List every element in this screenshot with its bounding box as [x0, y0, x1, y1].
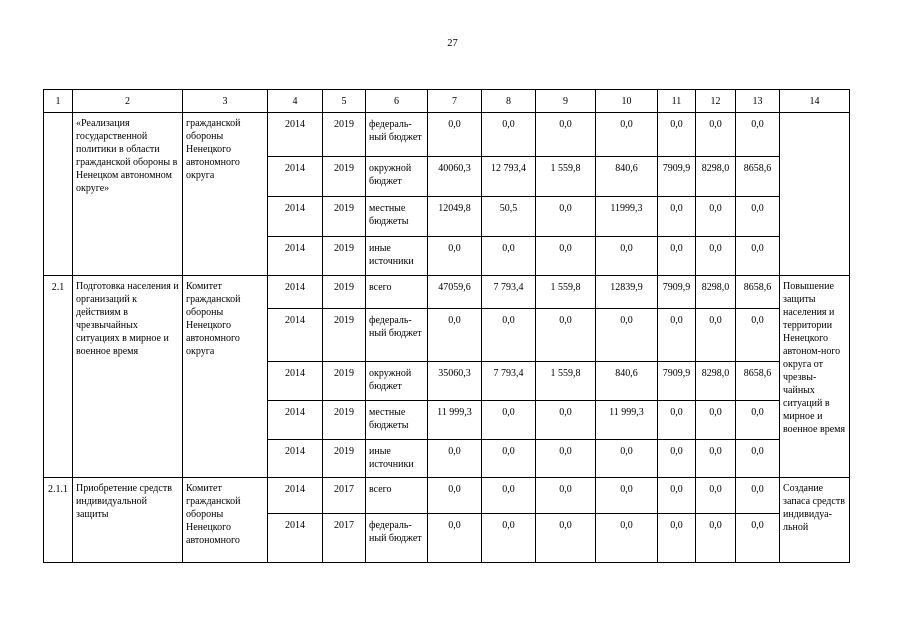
- start-year: 2014: [268, 113, 323, 157]
- amount-total: 11 999,3: [428, 401, 482, 440]
- amount-2017: 0,0: [658, 401, 696, 440]
- end-year: 2019: [323, 401, 366, 440]
- amount-2016: 840,6: [596, 157, 658, 197]
- amount-total: 40060,3: [428, 157, 482, 197]
- page-number: 27: [447, 38, 458, 49]
- end-year: 2019: [323, 362, 366, 401]
- amount-2018: 8298,0: [696, 276, 736, 309]
- column-number-cell: 13: [736, 90, 780, 113]
- start-year: 2014: [268, 197, 323, 237]
- funding-source: федераль-ный бюджет: [366, 309, 428, 362]
- amount-2017: 0,0: [658, 197, 696, 237]
- item-name: Приобретение средств индивидуальной защиты: [73, 478, 183, 563]
- start-year: 2014: [268, 276, 323, 309]
- start-year: 2014: [268, 309, 323, 362]
- amount-2015: 0,0: [536, 237, 596, 276]
- column-number-cell: 11: [658, 90, 696, 113]
- amount-2016: 0,0: [596, 309, 658, 362]
- funding-source: окружной бюджет: [366, 157, 428, 197]
- start-year: 2014: [268, 478, 323, 514]
- item-executor: Комитет гражданской обороны Ненецкого автономного: [183, 478, 268, 563]
- item-executor: гражданской обороны Ненецкого автономного округа: [183, 113, 268, 276]
- amount-2017: 7909,9: [658, 362, 696, 401]
- amount-2018: 0,0: [696, 197, 736, 237]
- amount-2014: 0,0: [482, 440, 536, 478]
- amount-2018: 0,0: [696, 309, 736, 362]
- amount-2018: 8298,0: [696, 157, 736, 197]
- amount-2018: 0,0: [696, 440, 736, 478]
- amount-2015: 0,0: [536, 514, 596, 563]
- start-year: 2014: [268, 362, 323, 401]
- expected-result: Повышение защиты населения и территории Ненецкого автоном-ного округа от чрезвы-чайных ситуаций в мирное и военное время: [780, 276, 850, 478]
- column-number-row: [44, 90, 850, 113]
- funding-source: окружной бюджет: [366, 362, 428, 401]
- item-executor: Комитет гражданской обороны Ненецкого автономного округа: [183, 276, 268, 478]
- amount-2017: 7909,9: [658, 157, 696, 197]
- amount-2016: 0,0: [596, 440, 658, 478]
- amount-2018: 0,0: [696, 478, 736, 514]
- column-number-cell: 6: [366, 90, 428, 113]
- expected-result: Создание запаса средств индивидуа-льной: [780, 478, 850, 563]
- column-number-cell: 10: [596, 90, 658, 113]
- amount-2015: 0,0: [536, 197, 596, 237]
- amount-2016: 0,0: [596, 478, 658, 514]
- amount-2018: 0,0: [696, 401, 736, 440]
- amount-2016: 0,0: [596, 514, 658, 563]
- amount-2014: 0,0: [482, 309, 536, 362]
- column-number-cell: 1: [44, 90, 73, 113]
- amount-2015: 1 559,8: [536, 157, 596, 197]
- item-name: «Реализация государственной политики в области гражданской обороны в Ненецком автономном округе»: [73, 113, 183, 276]
- amount-2016: 840,6: [596, 362, 658, 401]
- start-year: 2014: [268, 514, 323, 563]
- amount-2018: 0,0: [696, 514, 736, 563]
- amount-2019: 0,0: [736, 440, 780, 478]
- start-year: 2014: [268, 157, 323, 197]
- amount-2014: 12 793,4: [482, 157, 536, 197]
- amount-2015: 0,0: [536, 478, 596, 514]
- end-year: 2017: [323, 514, 366, 563]
- end-year: 2017: [323, 478, 366, 514]
- start-year: 2014: [268, 401, 323, 440]
- amount-2017: 0,0: [658, 514, 696, 563]
- amount-2019: 8658,6: [736, 276, 780, 309]
- funding-source: федераль-ный бюджет: [366, 113, 428, 157]
- end-year: 2019: [323, 113, 366, 157]
- column-number-cell: 5: [323, 90, 366, 113]
- budget-table: [43, 89, 850, 563]
- table-row: [44, 113, 850, 157]
- item-code: 2.1: [44, 276, 73, 478]
- amount-2019: 0,0: [736, 514, 780, 563]
- amount-2019: 8658,6: [736, 157, 780, 197]
- amount-2019: 0,0: [736, 478, 780, 514]
- column-number-cell: 12: [696, 90, 736, 113]
- amount-2015: 0,0: [536, 440, 596, 478]
- amount-total: 0,0: [428, 113, 482, 157]
- table-row: [44, 478, 850, 514]
- amount-2016: 0,0: [596, 237, 658, 276]
- funding-source: всего: [366, 478, 428, 514]
- amount-2017: 0,0: [658, 113, 696, 157]
- amount-2019: 0,0: [736, 197, 780, 237]
- start-year: 2014: [268, 237, 323, 276]
- table-row: [44, 276, 850, 309]
- amount-2016: 0,0: [596, 113, 658, 157]
- amount-total: 0,0: [428, 440, 482, 478]
- column-number-cell: 4: [268, 90, 323, 113]
- column-number-cell: 14: [780, 90, 850, 113]
- amount-2019: 0,0: [736, 309, 780, 362]
- end-year: 2019: [323, 276, 366, 309]
- item-code: 2.1.1: [44, 478, 73, 563]
- amount-2017: 0,0: [658, 440, 696, 478]
- amount-2019: 0,0: [736, 401, 780, 440]
- funding-source: местные бюджеты: [366, 197, 428, 237]
- amount-2014: 7 793,4: [482, 362, 536, 401]
- amount-2015: 1 559,8: [536, 362, 596, 401]
- column-number-cell: 7: [428, 90, 482, 113]
- amount-2016: 11 999,3: [596, 401, 658, 440]
- item-name: Подготовка населения и организаций к действиям в чрезвычайных ситуациях в мирное и военное время: [73, 276, 183, 478]
- amount-2019: 0,0: [736, 237, 780, 276]
- amount-total: 0,0: [428, 237, 482, 276]
- amount-2014: 0,0: [482, 401, 536, 440]
- expected-result: [780, 113, 850, 276]
- amount-2018: 0,0: [696, 237, 736, 276]
- amount-2017: 0,0: [658, 309, 696, 362]
- amount-2015: 0,0: [536, 401, 596, 440]
- amount-2014: 50,5: [482, 197, 536, 237]
- amount-total: 35060,3: [428, 362, 482, 401]
- item-code: [44, 113, 73, 276]
- funding-source: иные источники: [366, 440, 428, 478]
- amount-total: 47059,6: [428, 276, 482, 309]
- column-number-cell: 8: [482, 90, 536, 113]
- end-year: 2019: [323, 440, 366, 478]
- amount-2017: 0,0: [658, 237, 696, 276]
- amount-total: 0,0: [428, 478, 482, 514]
- amount-2018: 0,0: [696, 113, 736, 157]
- amount-2019: 0,0: [736, 113, 780, 157]
- end-year: 2019: [323, 157, 366, 197]
- amount-2014: 7 793,4: [482, 276, 536, 309]
- amount-total: 0,0: [428, 309, 482, 362]
- amount-2017: 0,0: [658, 478, 696, 514]
- funding-source: федераль-ный бюджет: [366, 514, 428, 563]
- funding-source: местные бюджеты: [366, 401, 428, 440]
- amount-2019: 8658,6: [736, 362, 780, 401]
- amount-2018: 8298,0: [696, 362, 736, 401]
- end-year: 2019: [323, 197, 366, 237]
- funding-source: всего: [366, 276, 428, 309]
- amount-2015: 0,0: [536, 113, 596, 157]
- end-year: 2019: [323, 237, 366, 276]
- amount-2015: 1 559,8: [536, 276, 596, 309]
- amount-2017: 7909,9: [658, 276, 696, 309]
- amount-2014: 0,0: [482, 237, 536, 276]
- funding-source: иные источники: [366, 237, 428, 276]
- start-year: 2014: [268, 440, 323, 478]
- end-year: 2019: [323, 309, 366, 362]
- amount-2015: 0,0: [536, 309, 596, 362]
- column-number-cell: 9: [536, 90, 596, 113]
- amount-2014: 0,0: [482, 113, 536, 157]
- column-number-cell: 2: [73, 90, 183, 113]
- amount-2016: 11999,3: [596, 197, 658, 237]
- amount-total: 0,0: [428, 514, 482, 563]
- column-number-cell: 3: [183, 90, 268, 113]
- amount-2014: 0,0: [482, 478, 536, 514]
- amount-total: 12049,8: [428, 197, 482, 237]
- amount-2014: 0,0: [482, 514, 536, 563]
- amount-2016: 12839,9: [596, 276, 658, 309]
